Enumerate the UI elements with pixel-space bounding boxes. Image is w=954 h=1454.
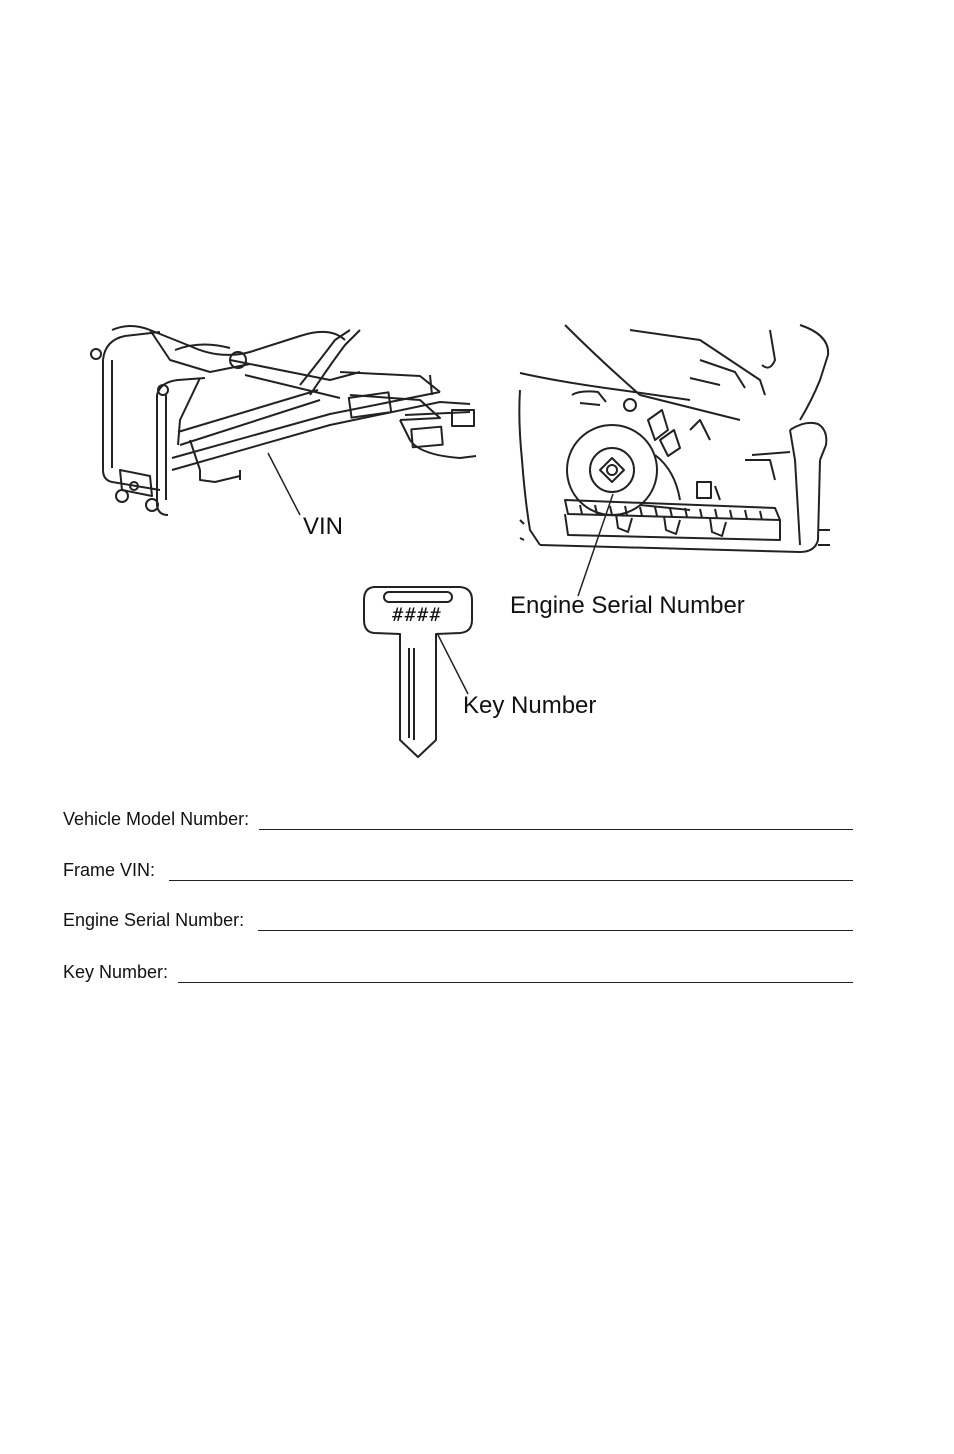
vehicle-model-row [63,800,853,830]
engine-serial-row [63,901,853,931]
vehicle-model-blank[interactable] [259,807,853,830]
key-code: #### [392,604,442,626]
engine-serial-label: Engine Serial Number: [63,910,245,930]
engine-serial-blank[interactable] [258,908,853,931]
key-number-callout: Key Number [463,692,597,719]
key-number-label: Key Number: [63,962,169,982]
frame-drawing [91,326,476,515]
frame-vin-blank[interactable] [169,858,853,881]
vin-leader-line [268,453,300,515]
key-number-blank[interactable] [178,960,853,983]
key-leader-line [437,633,468,694]
engine-drawing [519,325,830,552]
frame-vin-row [63,851,853,881]
vehicle-model-label: Vehicle Model Number: [63,809,250,829]
frame-vin-label: Frame VIN: [63,860,156,880]
key-number-row [63,953,853,983]
vin-callout: VIN [303,513,344,540]
engine-serial-callout: Engine Serial Number [510,592,745,619]
